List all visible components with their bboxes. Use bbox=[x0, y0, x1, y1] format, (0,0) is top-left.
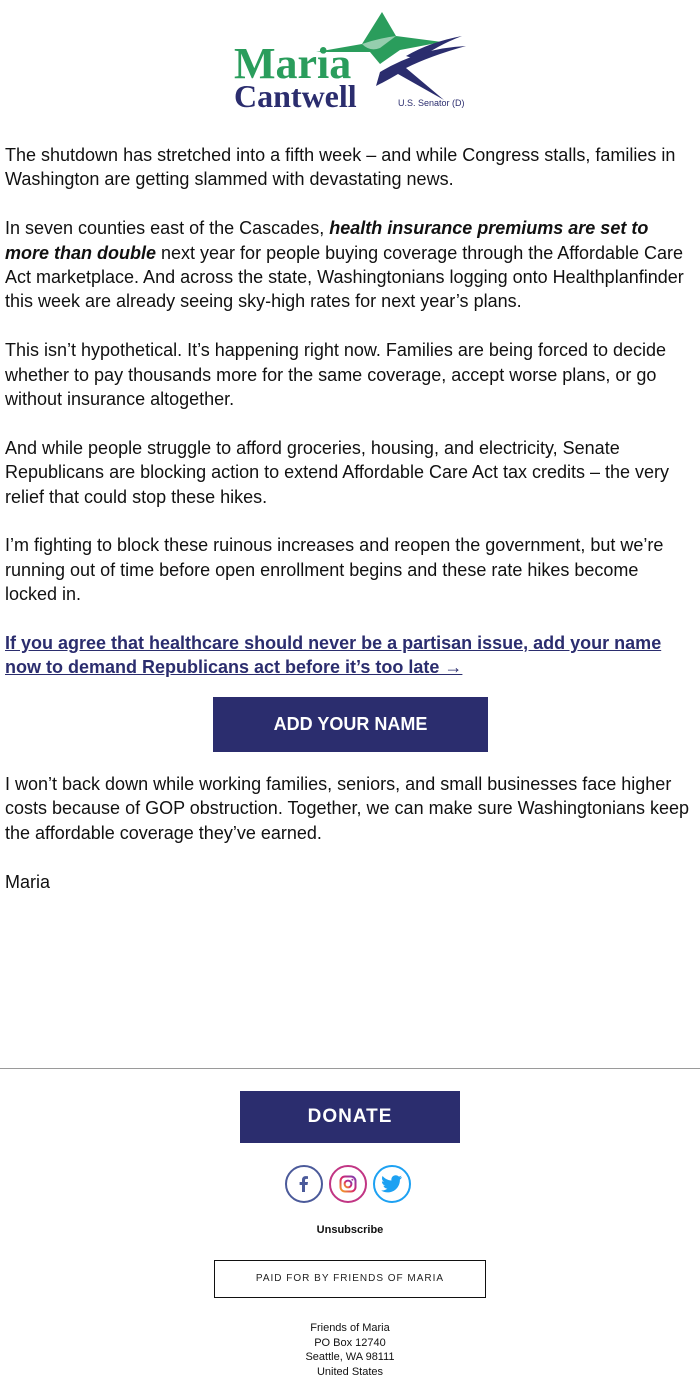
email-body bbox=[5, 143, 695, 704]
emphasis-premiums: health insurance premiums are set to more than double bbox=[5, 218, 649, 263]
add-your-name-button[interactable]: ADD YOUR NAME bbox=[213, 697, 488, 752]
paragraph-closing: I won’t back down while working families, seniors, and small businesses face higher costs because of GOP obstruction. Together, we can make sure Washingtonians keep the affordable coverage they’ve earned. bbox=[5, 774, 690, 843]
facebook-icon bbox=[294, 1174, 314, 1194]
paragraph-shutdown: The shutdown has stretched into a fifth week – and while Congress stalls, families in Washington are getting slammed with devastating news. bbox=[5, 145, 676, 190]
address-city: Seattle, WA 98111 bbox=[305, 1351, 395, 1363]
star-logo-icon bbox=[230, 8, 470, 114]
address-line1: PO Box 12740 bbox=[314, 1336, 386, 1349]
paragraph-republicans: And while people struggle to afford groceries, housing, and electricity, Senate Republicans are blocking action to extend Affordable Care Act tax credits – the very relief that could stop these hikes. bbox=[5, 437, 670, 507]
instagram-icon bbox=[338, 1174, 358, 1194]
unsubscribe-link[interactable]: Unsubscribe bbox=[316, 1224, 384, 1236]
donate-button[interactable]: DONATE bbox=[240, 1091, 460, 1143]
add-name-link[interactable]: If you agree that healthcare should never be a partisan issue, add your name now to demand Republicans act before it’s too late → bbox=[5, 633, 662, 678]
twitter-icon bbox=[381, 1174, 403, 1194]
svg-text:Maria: Maria bbox=[234, 39, 352, 88]
address-country: United States bbox=[316, 1365, 384, 1378]
paragraph-hypothetical: This isn’t hypothetical. It’s happening right now. Families are being forced to decide whether to pay thousands more for the same coverage, accept worse plans, or go without insurance altogether. bbox=[5, 340, 667, 410]
twitter-link[interactable] bbox=[373, 1165, 411, 1203]
paragraph-fighting: I’m fighting to block these ruinous increases and reopen the government, but we’re running out of time before open enrollment begins and these rate hikes become locked in. bbox=[5, 535, 664, 605]
mailing-address bbox=[0, 1321, 700, 1379]
closing-section bbox=[5, 772, 695, 918]
instagram-link[interactable] bbox=[329, 1165, 367, 1203]
svg-text:U.S. Senator (D): U.S. Senator (D) bbox=[398, 98, 465, 108]
facebook-link[interactable] bbox=[285, 1165, 323, 1203]
paragraph-premiums: In seven counties east of the Cascades, health insurance premiums are set to more than double next year for people buying coverage through the Affordable Care Act marketplace. And across the state, Washingtonians logging onto Healthplanfinder this week are already seeing sky-high rates for next year’s plans. bbox=[5, 218, 684, 312]
signature: Maria bbox=[5, 871, 51, 892]
footer-divider bbox=[0, 1068, 700, 1069]
svg-text:Cantwell: Cantwell bbox=[234, 78, 357, 114]
paid-for-disclaimer: PAID FOR BY FRIENDS OF MARIA bbox=[214, 1260, 486, 1298]
campaign-logo bbox=[230, 8, 470, 114]
social-links bbox=[285, 1165, 425, 1207]
cta-paragraph bbox=[5, 631, 695, 680]
address-org: Friends of Maria bbox=[310, 1322, 390, 1334]
